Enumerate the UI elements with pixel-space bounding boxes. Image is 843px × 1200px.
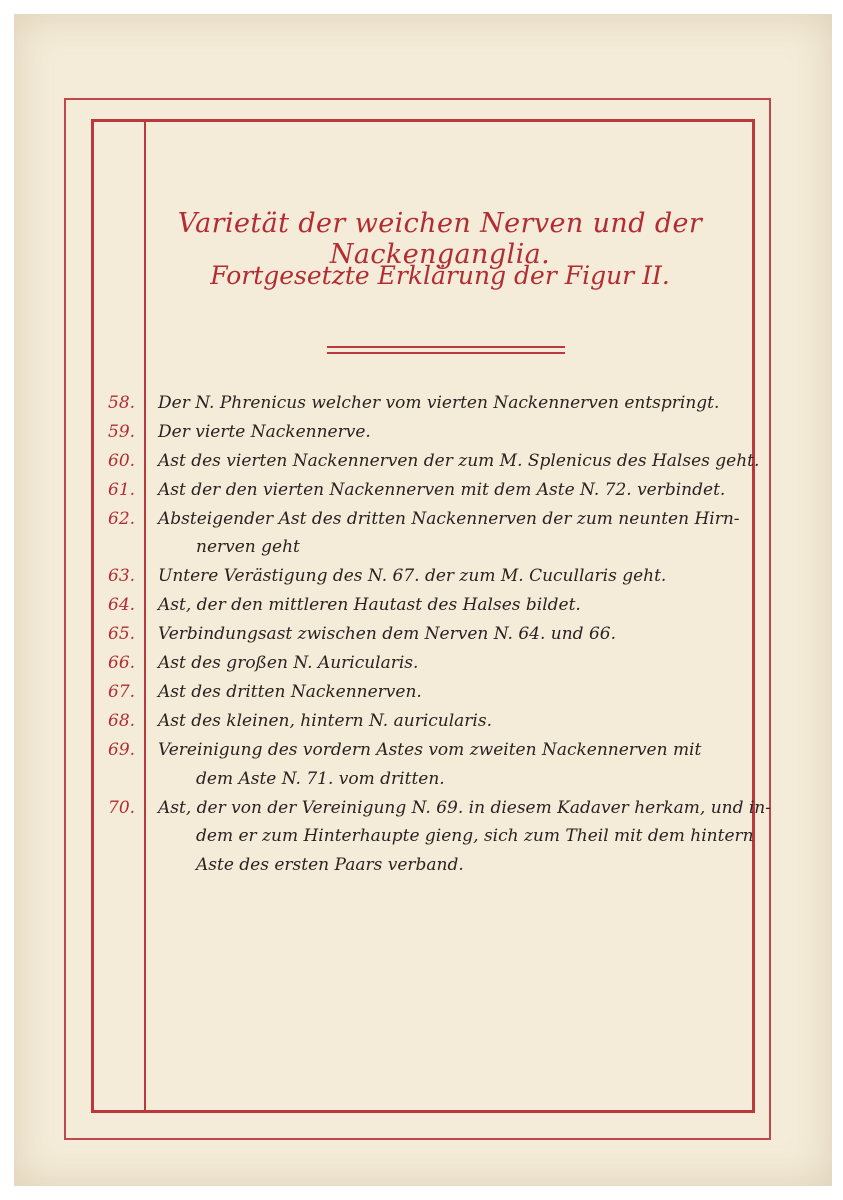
title-divider-top [327,346,565,348]
entry-text-continuation: nerven geht [196,537,300,558]
entry-text: Ast, der den mittleren Hautast des Halses bildet. [158,595,581,616]
entry-text: Ast des kleinen, hintern N. auricularis. [158,710,492,731]
title-divider-bottom [327,352,565,354]
entry-number: 69. [108,739,136,760]
entry-text: Verbindungsast zwischen dem Nerven N. 64. und 66. [158,624,617,645]
entry-number: 61. [108,479,136,500]
entry-number: 64. [108,595,136,616]
entry-text: Ast der den vierten Nackennerven mit dem Aste N. 72. verbindet. [158,479,726,500]
entry-text-continuation: Aste des ersten Paars verband. [196,855,464,876]
page-title: Varietät der weichen Nerven und der Nackenganglia. [177,208,703,270]
entry-number: 66. [108,653,136,674]
entry-number: 67. [108,682,136,702]
entry-text-continuation: dem Aste N. 71. vom dritten. [196,768,445,789]
entry-text: Ast, der von der Vereinigung N. 69. in diesem Kadaver herkam, und in- [158,797,772,818]
entry-number: 63. [108,566,136,587]
entry-number: 59. [108,421,136,442]
entry-number: 70. [108,797,136,818]
entry-text: Absteigender Ast des dritten Nackennerven der zum neunten Hirn- [158,508,740,529]
entry-text: Der vierte Nackennerve. [158,421,371,442]
entry-text: Vereinigung des vordern Astes vom zweiten Nackennerven mit [158,739,702,760]
entry-text: Untere Verästigung des N. 67. der zum M. Cucullaris geht. [158,566,667,587]
entry-text: Ast des dritten Nackennerven. [158,682,422,702]
entry-text: Der N. Phrenicus welcher vom vierten Nackennerven entspringt. [158,393,720,413]
entry-number: 62. [108,508,136,529]
entry-number: 68. [108,710,136,731]
entry-text-continuation: dem er zum Hinterhaupte gieng, sich zum Theil mit dem hintern [196,826,754,847]
entry-text: Ast des vierten Nackennerven der zum M. Splenicus des Halses geht. [158,450,760,471]
entry-number: 58. [108,393,136,413]
page-subtitle: Fortgesetzte Erklärung der Figur II. [210,261,670,290]
entry-number: 60. [108,450,136,471]
entry-text: Ast des großen N. Auricularis. [158,653,419,674]
entry-number: 65. [108,624,136,645]
